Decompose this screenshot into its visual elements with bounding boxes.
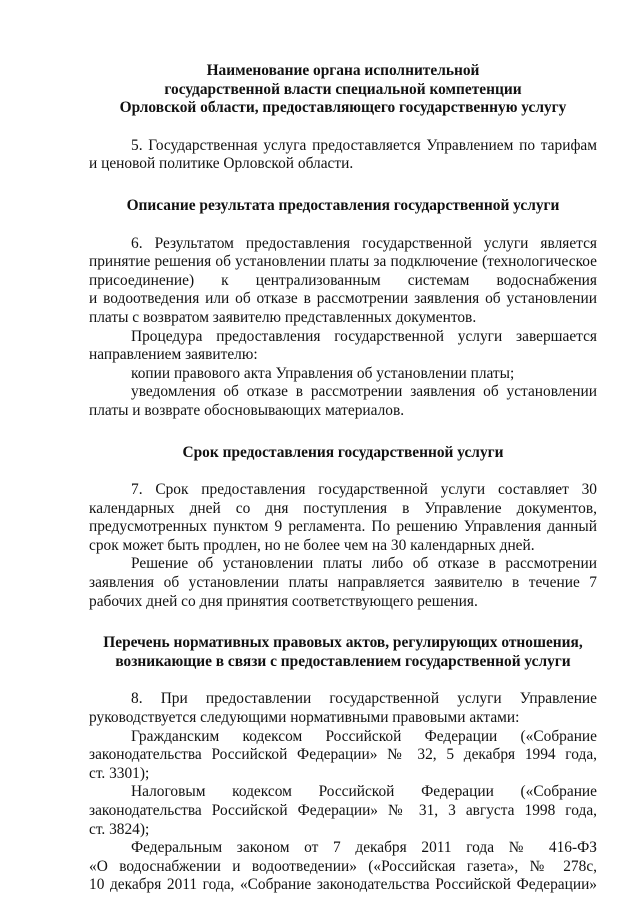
section-heading (89, 62, 597, 118)
text-line: 5. Государственная услуга предоставляется Управлением по тарифам (131, 136, 597, 154)
text-line: 10 декабря 2011 года, «Собрание законодательства Российской Федерации» (89, 876, 597, 894)
document-body (89, 62, 597, 895)
text-line: Решение об установлении платы либо об отказе в рассмотрении (131, 555, 597, 573)
text-line: 7. Срок предоставления государственной услуги составляет 30 (131, 481, 597, 499)
text-line: платы с возвратом заявителю представленных документов. (89, 308, 477, 326)
text-line: календарных дней со дня поступления в Управление документов, (89, 499, 597, 517)
section-gap (89, 611, 597, 634)
section-heading (89, 444, 597, 463)
text-line: Гражданским кодексом Российской Федерации («Собрание (131, 727, 597, 745)
paragraph (89, 783, 597, 839)
paragraph (89, 555, 597, 611)
heading-gap (89, 462, 597, 481)
text-line: руководствуется следующими нормативными правовыми актами: (89, 709, 520, 727)
paragraph (89, 235, 597, 328)
paragraph (89, 328, 597, 365)
paragraph (89, 383, 597, 420)
paragraph (89, 365, 597, 384)
text-line: и водоотведения или об отказе в рассмотрении заявления об установлении (89, 290, 597, 308)
text-line: платы и возврате обосновывающих материалов. (89, 401, 405, 419)
text-line: уведомления об отказе в рассмотрении заявления об установлении (131, 383, 597, 401)
paragraph (89, 728, 597, 784)
text-line: законодательства Российской Федерации» № 32, 5 декабря 1994 года, (89, 746, 597, 764)
text-line: направлением заявителю: (89, 346, 258, 364)
text-line: ст. 3824); (89, 820, 150, 838)
section-heading (89, 634, 597, 671)
section-heading (89, 197, 597, 216)
heading-line: Орловской области, предоставляющего государственную услугу (119, 99, 567, 117)
text-line: Процедура предоставления государственной услуги завершается (131, 327, 597, 345)
heading-line: государственной власти специальной компетенции (164, 80, 522, 98)
text-line: срок может быть продлен, но не более чем на 30 календарных дней. (89, 536, 535, 554)
heading-line: возникающие в связи с предоставлением государственной услуги (115, 652, 571, 670)
section-gap (89, 174, 597, 197)
heading-line: Наименование органа исполнительной (206, 62, 480, 79)
text-line: 8. При предоставлении государственной услуги Управление (131, 690, 597, 708)
heading-gap (89, 216, 597, 235)
paragraph (89, 481, 597, 555)
text-line: 6. Результатом предоставления государственной услуги является (131, 234, 597, 252)
heading-gap (89, 671, 597, 690)
text-line: Федеральным законом от 7 декабря 2011 года № 416-ФЗ (131, 839, 597, 857)
section-gap (89, 421, 597, 444)
text-line: копии правового акта Управления об установлении платы; (131, 364, 515, 382)
text-line: законодательства Российской Федерации» № 31, 3 августа 1998 года, (89, 802, 597, 819)
text-line: рабочих дней со дня принятия соответствующего решения. (89, 592, 478, 610)
heading-gap (89, 118, 597, 137)
text-line: и ценовой политике Орловской области. (89, 155, 354, 173)
text-line: заявления об установлении платы направляется заявителю в течение 7 (89, 574, 597, 592)
text-line: присоединение) к централизованным системам водоснабжения (89, 271, 597, 289)
paragraph (89, 690, 597, 727)
heading-line: Перечень нормативных правовых актов, регулирующих отношения, (103, 634, 583, 652)
text-line: ст. 3301); (89, 764, 150, 782)
heading-line: Описание результата предоставления государственной услуги (126, 196, 560, 214)
paragraph (89, 137, 597, 174)
paragraph (89, 839, 597, 895)
text-line: предусмотренных пунктом 9 регламента. По решению Управления данный (89, 518, 597, 536)
text-line: принятие решения об установлении платы за подключение (технологическое (89, 253, 597, 271)
heading-line: Срок предоставления государственной услуги (182, 443, 504, 461)
text-line: Налоговым кодексом Российской Федерации («Собрание (131, 783, 597, 801)
text-line: «О водоснабжении и водоотведении» («Российская газета», № 278с, (89, 857, 597, 875)
